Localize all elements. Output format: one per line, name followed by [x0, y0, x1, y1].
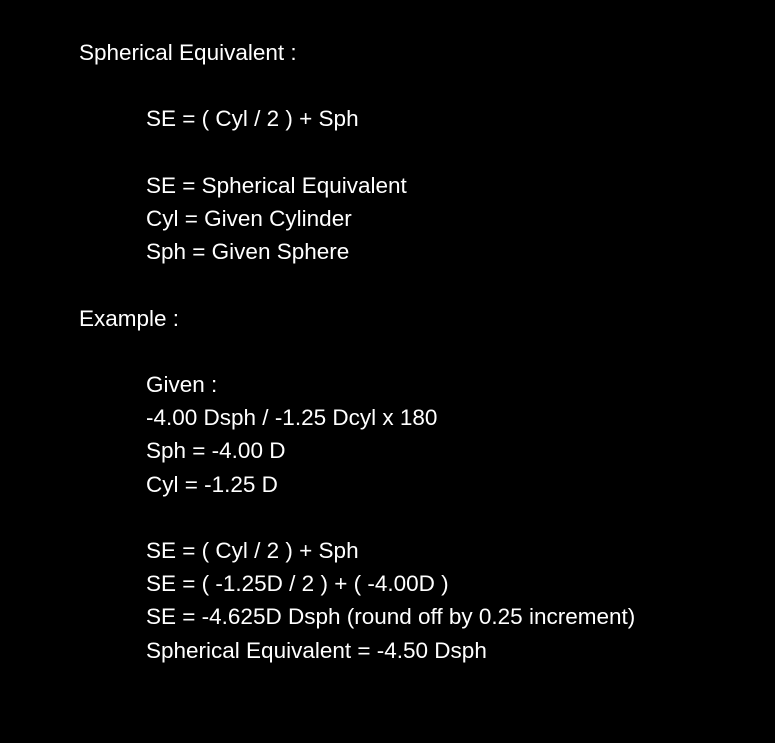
given-label: Given : [146, 372, 218, 397]
step-final-answer: Spherical Equivalent = -4.50 Dsph [146, 638, 487, 663]
definition-sph: Sph = Given Sphere [146, 239, 350, 264]
section-heading-spherical-equivalent: Spherical Equivalent : [79, 40, 297, 65]
given-sphere: Sph = -4.00 D [146, 438, 286, 463]
step-result: SE = -4.625D Dsph (round off by 0.25 increment) [146, 604, 636, 629]
given-cylinder: Cyl = -1.25 D [146, 472, 278, 497]
given-prescription: -4.00 Dsph / -1.25 Dcyl x 180 [146, 405, 438, 430]
definition-se: SE = Spherical Equivalent [146, 173, 407, 198]
definition-cyl: Cyl = Given Cylinder [146, 206, 352, 231]
step-substitution: SE = ( -1.25D / 2 ) + ( -4.00D ) [146, 571, 449, 596]
section-heading-example: Example : [79, 306, 180, 331]
formula-line: SE = ( Cyl / 2 ) + Sph [146, 106, 359, 131]
step-formula: SE = ( Cyl / 2 ) + Sph [146, 538, 359, 563]
